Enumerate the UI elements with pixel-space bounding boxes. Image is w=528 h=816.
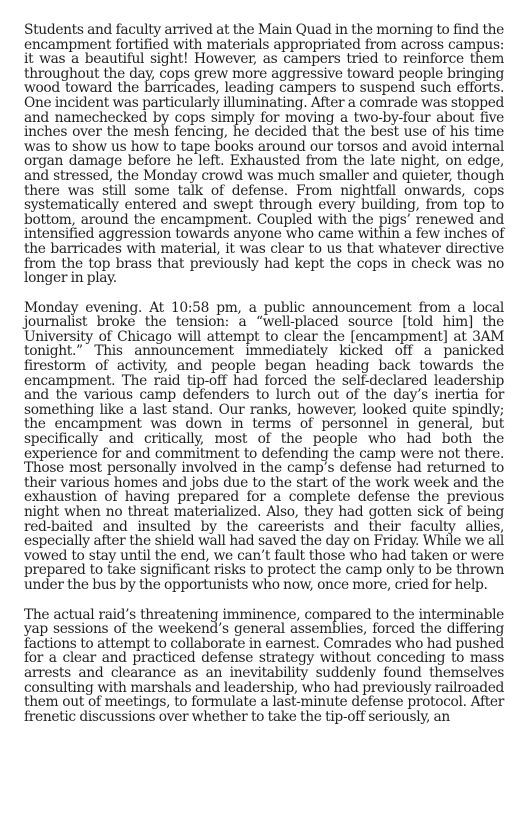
paragraph-quad-morning: Students and faculty arrived at the Main Quad in the morning to find the encampment fortified with materials appropriated from across campus: it was a beautiful sight! However, as campers tried to reinforce them throughout the day, cops grew more aggressive toward people bringing wood toward the barricades, leading campers to suspend such efforts. One incident was particularly illuminating. After a comrade was stopped and namechecked by cops simply for moving a two-by-four about five inches over the mesh fencing, he decided that the best use of his time was to show us how to tape books around our torsos and avoid internal organ damage before he left. Exhausted from the late night, on edge, and stressed, the Monday crowd was much smaller and quieter, though there was still some talk of defense. From nightfall onwards, cops systematically entered and swept through every building, from top to bottom, around the encampment. Coupled with the pigs’ renewed and intensified aggression towards anyone who came within a few inches of the barricades with material, it was clear to us that whatever directive from the top brass that previously had kept the cops in check was no longer in play. bbox=[24, 22, 504, 287]
paragraph-monday-evening: Monday evening. At 10:58 pm, a public announcement from a local journalist broke the tension: a “well-placed source [told him] the University of Chicago will attempt to clear the [encampment] at 3AM tonight.” This announcement immediately kicked off a panicked firestorm of activity, and people began heading back towards the encampment. The raid tip-off had forced the self-declared leadership and the various camp defenders to lurch out of the day’s inertia for something like a last stand. Our ranks, however, looked quite spindly; the encampment was down in terms of personnel in general, but specifically and critically, most of the people who had both the experience for and commitment to defending the camp were not there. Those most personally involved in the camp’s defense had returned to their various homes and jobs due to the start of the work week and the exhaustion of having prepared for a complete defense the previous night when no threat materialized. Also, they had gotten sick of being red-baited and insulted by the careerists and their faculty allies, especially after the shield wall had saved the day on Friday. While we all vowed to stay until the end, we can’t fault those who had taken or were prepared to take significant risks to protect the camp only to be thrown under the bus by the opportunists who now, once more, cried for help. bbox=[24, 299, 504, 593]
document-page bbox=[24, 23, 504, 739]
paragraph-raid-imminence: The actual raid’s threatening imminence, compared to the interminable yap sessions of the weekend’s general assemblies, forced the differing factions to attempt to collaborate in earnest. Comrades who had pushed for a clear and practiced defense strategy without conceding to mass arrests and clearance as an inevitability suddenly found themselves consulting with marshals and leadership, who had previously railroaded them out of meetings, to formulate a last-minute defense protocol. After frenetic discussions over whether to take the tip-off seriously, an bbox=[24, 606, 504, 725]
